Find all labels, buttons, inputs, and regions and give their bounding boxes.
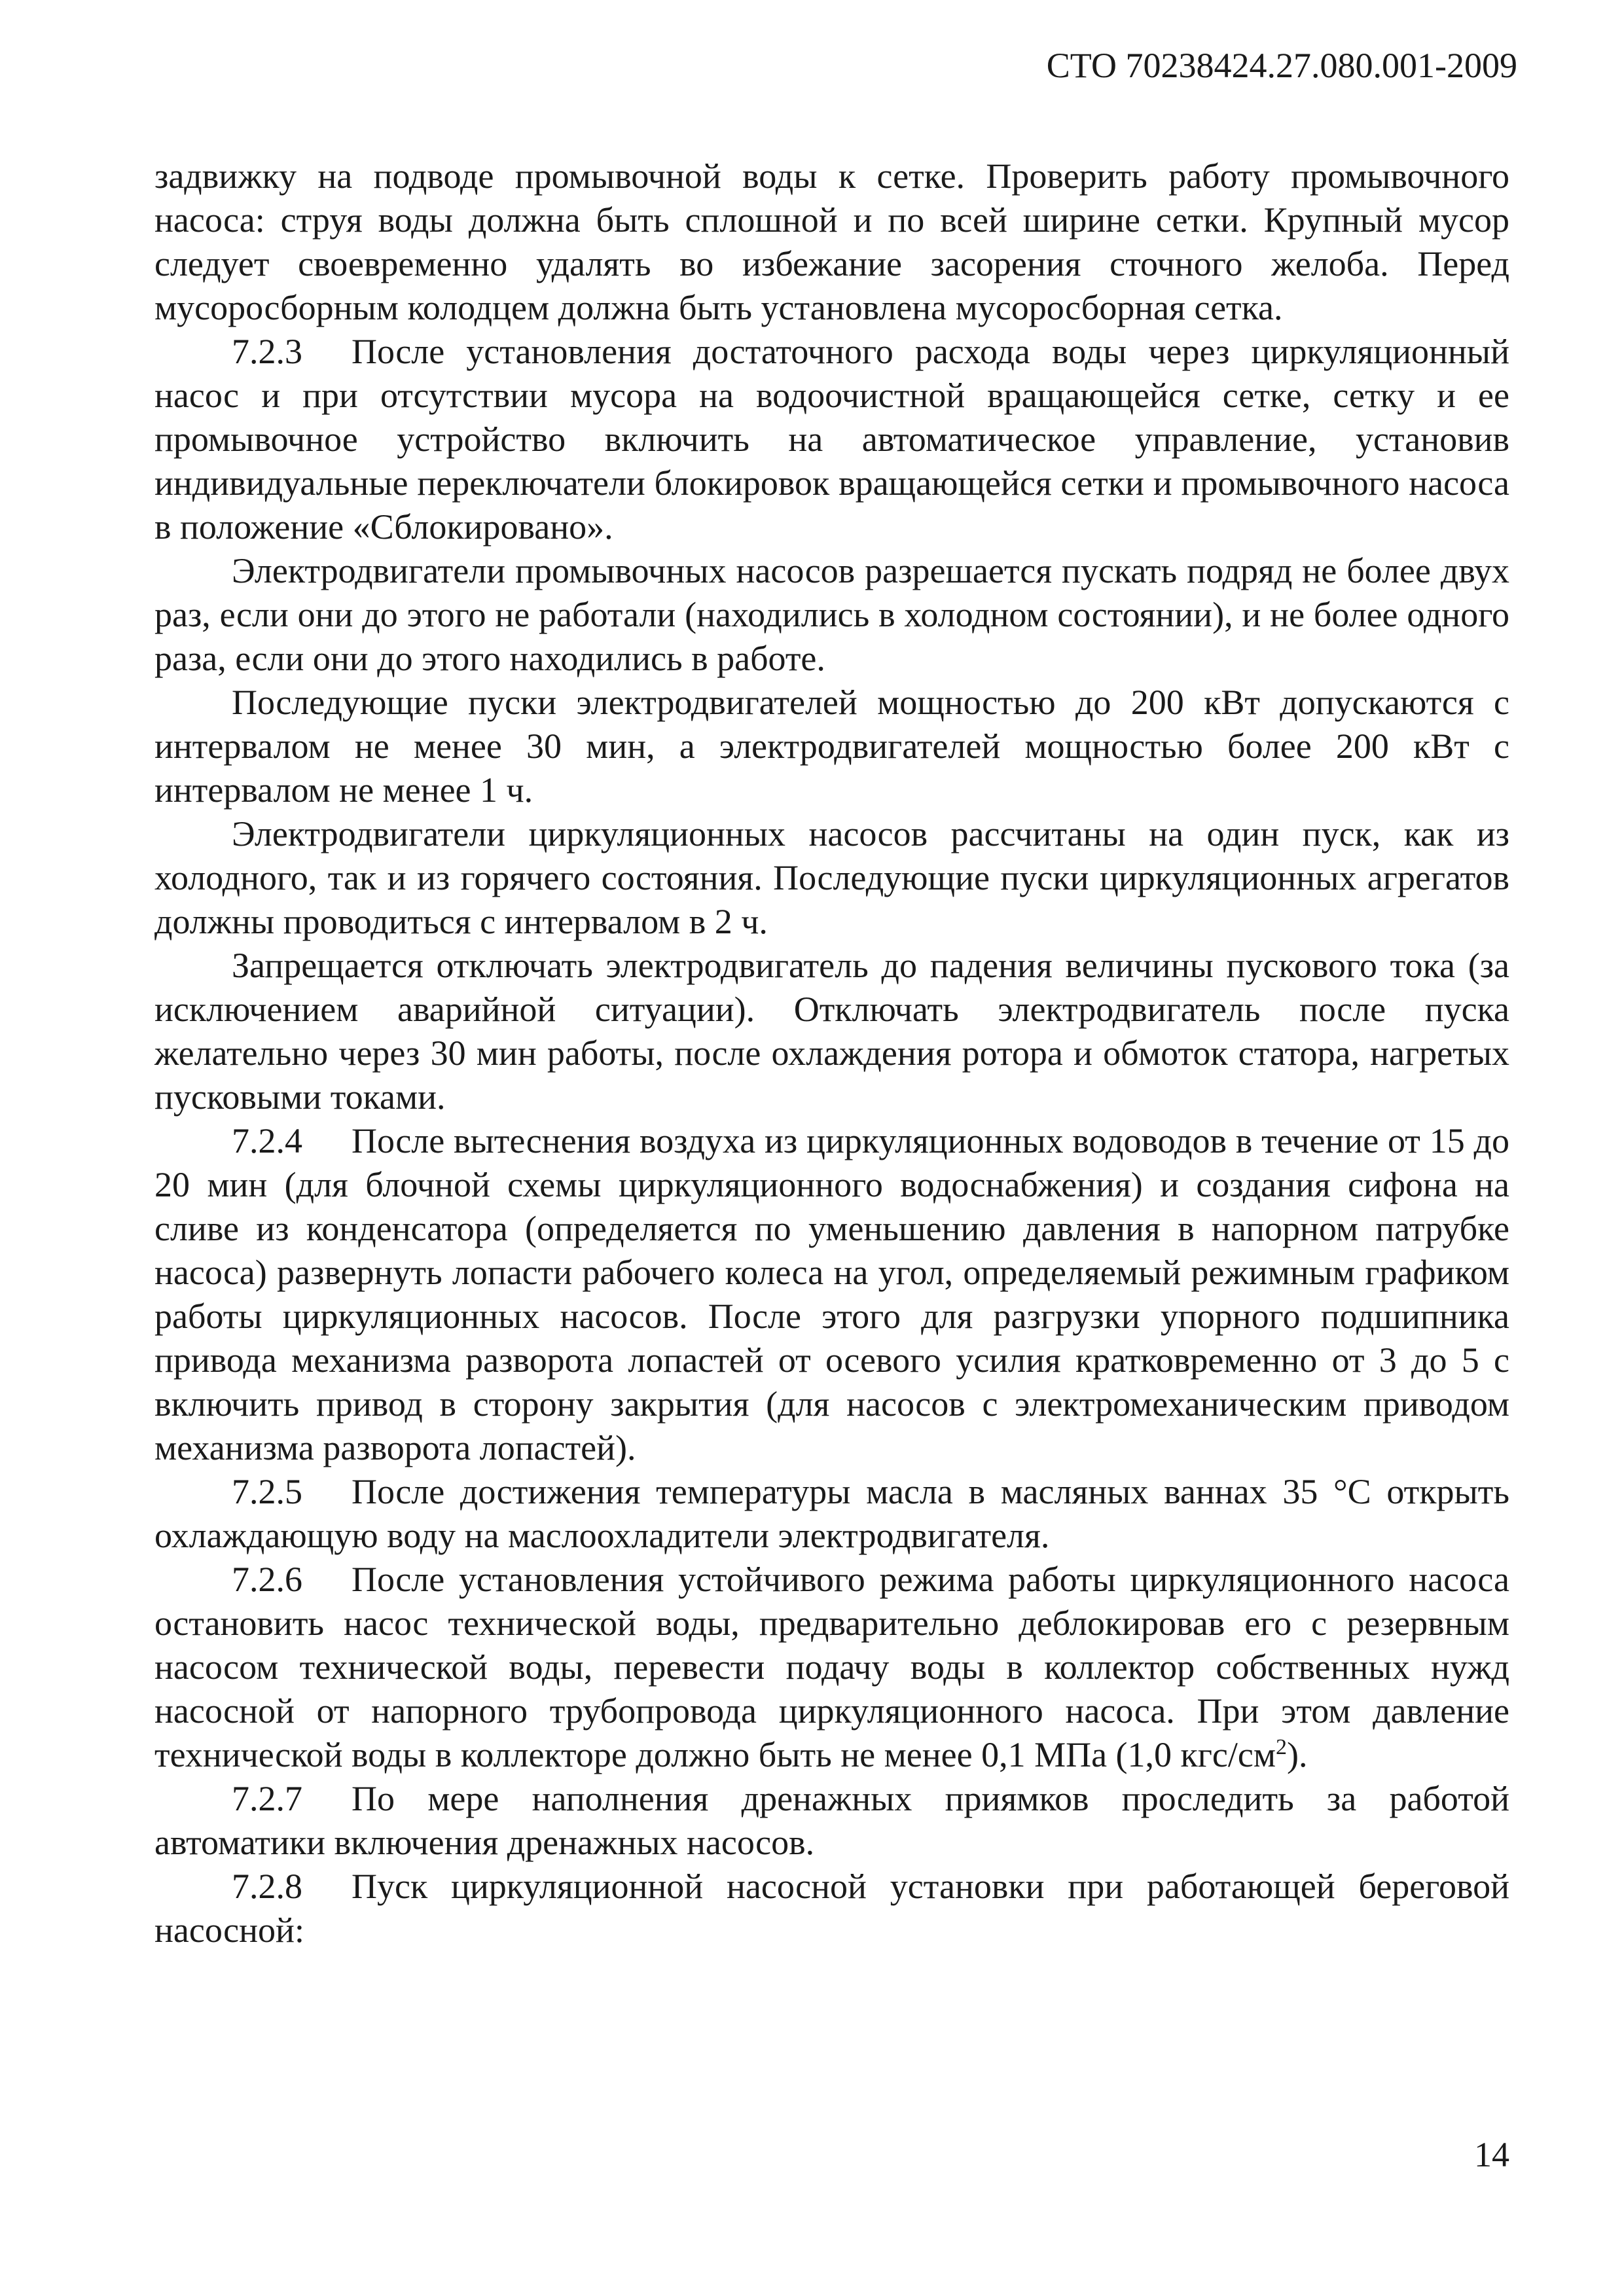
page-number: 14 [1474,2135,1509,2174]
paragraph-wash-pump-starts: Электродвигатели промывочных насосов разрешается пускать подряд не более двух раз, если они до этого не работали (находились в холодном состоянии), и не более одного раза, если они до этого находились в работе. [154,551,1509,678]
paragraph-7-2-6 [154,1558,1509,1777]
paragraph-text: По мере наполнения дренажных приямков проследить за работой автоматики включения дренажных насосов. [154,1779,1509,1862]
document-body [154,154,1509,1952]
paragraph-7-2-5 [154,1470,1509,1558]
paragraph-7-2-3 [154,330,1509,549]
paragraph-text: После установления достаточного расхода воды через циркуляционный насос и при отсутствии мусора на водоочистной вращающейся сетке, сетку и ее промывочное устройство включить на автоматическое управление, установив индивидуальные переключатели блокировок вращающейся сетки и промывочного насоса в положение «Сблокировано». [154,332,1509,547]
paragraph-subsequent-starts: Последующие пуски электродвигателей мощностью до 200 кВт допускаются с интервалом не менее 30 мин, а электродвигателей мощностью более 200 кВт с интервалом не менее 1 ч. [154,683,1509,810]
paragraph-7-2-4 [154,1119,1509,1470]
clause-number: 7.2.7 [232,1779,302,1818]
document-code: СТО 70238424.27.080.001-2009 [1046,46,1517,85]
paragraph-text-end: ). [1287,1735,1308,1774]
clause-number: 7.2.8 [232,1867,302,1906]
superscript-exponent: 2 [1276,1735,1288,1759]
paragraph-text: Пуск циркуляционной насосной установки при работающей береговой насосной: [154,1867,1509,1950]
clause-number: 7.2.3 [232,332,302,371]
paragraph-text: После вытеснения воздуха из циркуляционных водоводов в течение от 15 до 20 мин (для блочной схемы циркуляционного водоснабжения) и создания сифона на сливе из конденсатора (определяется по уменьшению давления в напорном патрубке насоса) развернуть лопасти рабочего колеса на угол, определяемый режимным графиком работы циркуляционных насосов. После этого для разгрузки упорного подшипника привода механизма разворота лопастей от осевого усилия кратковременно от 3 до 5 с включить привод в сторону закрытия (для насосов с электромеханическим приводом механизма разворота лопастей). [154,1121,1509,1467]
paragraph-continuation: задвижку на подводе промывочной воды к сетке. Проверить работу промывочного насоса: струя воды должна быть сплошной и по всей ширине сетки. Крупный мусор следует своевременно удалять во избежание засорения сточного желоба. Перед мусоросборным колодцем должна быть установлена мусоросборная сетка. [154,156,1509,327]
clause-number: 7.2.6 [232,1560,302,1599]
paragraph-text: После достижения температуры масла в масляных ваннах 35 °С открыть охлаждающую воду на маслоохладители электродвигателя. [154,1472,1509,1555]
paragraph-7-2-7 [154,1777,1509,1865]
clause-number: 7.2.5 [232,1472,302,1511]
clause-number: 7.2.4 [232,1121,302,1160]
paragraph-7-2-8 [154,1865,1509,1952]
paragraph-text: После установления устойчивого режима работы циркуляционного насоса остановить насос технической воды, предварительно деблокировав его с резервным насосом технической воды, перевести подачу воды в коллектор собственных нужд насосной от напорного трубопровода циркуляционного насоса. При этом давление технической воды в коллекторе должно быть не менее 0,1 МПа (1,0 кгс/см [154,1560,1509,1774]
paragraph-shutdown-prohibition: Запрещается отключать электродвигатель до падения величины пускового тока (за исключением аварийной ситуации). Отключать электродвигатель после пуска желательно через 30 мин работы, после охлаждения ротора и обмоток статора, нагретых пусковыми токами. [154,946,1509,1117]
paragraph-circulation-motors: Электродвигатели циркуляционных насосов рассчитаны на один пуск, как из холодного, так и из горячего состояния. Последующие пуски циркуляционных агрегатов должны проводиться с интервалом в 2 ч. [154,814,1509,941]
